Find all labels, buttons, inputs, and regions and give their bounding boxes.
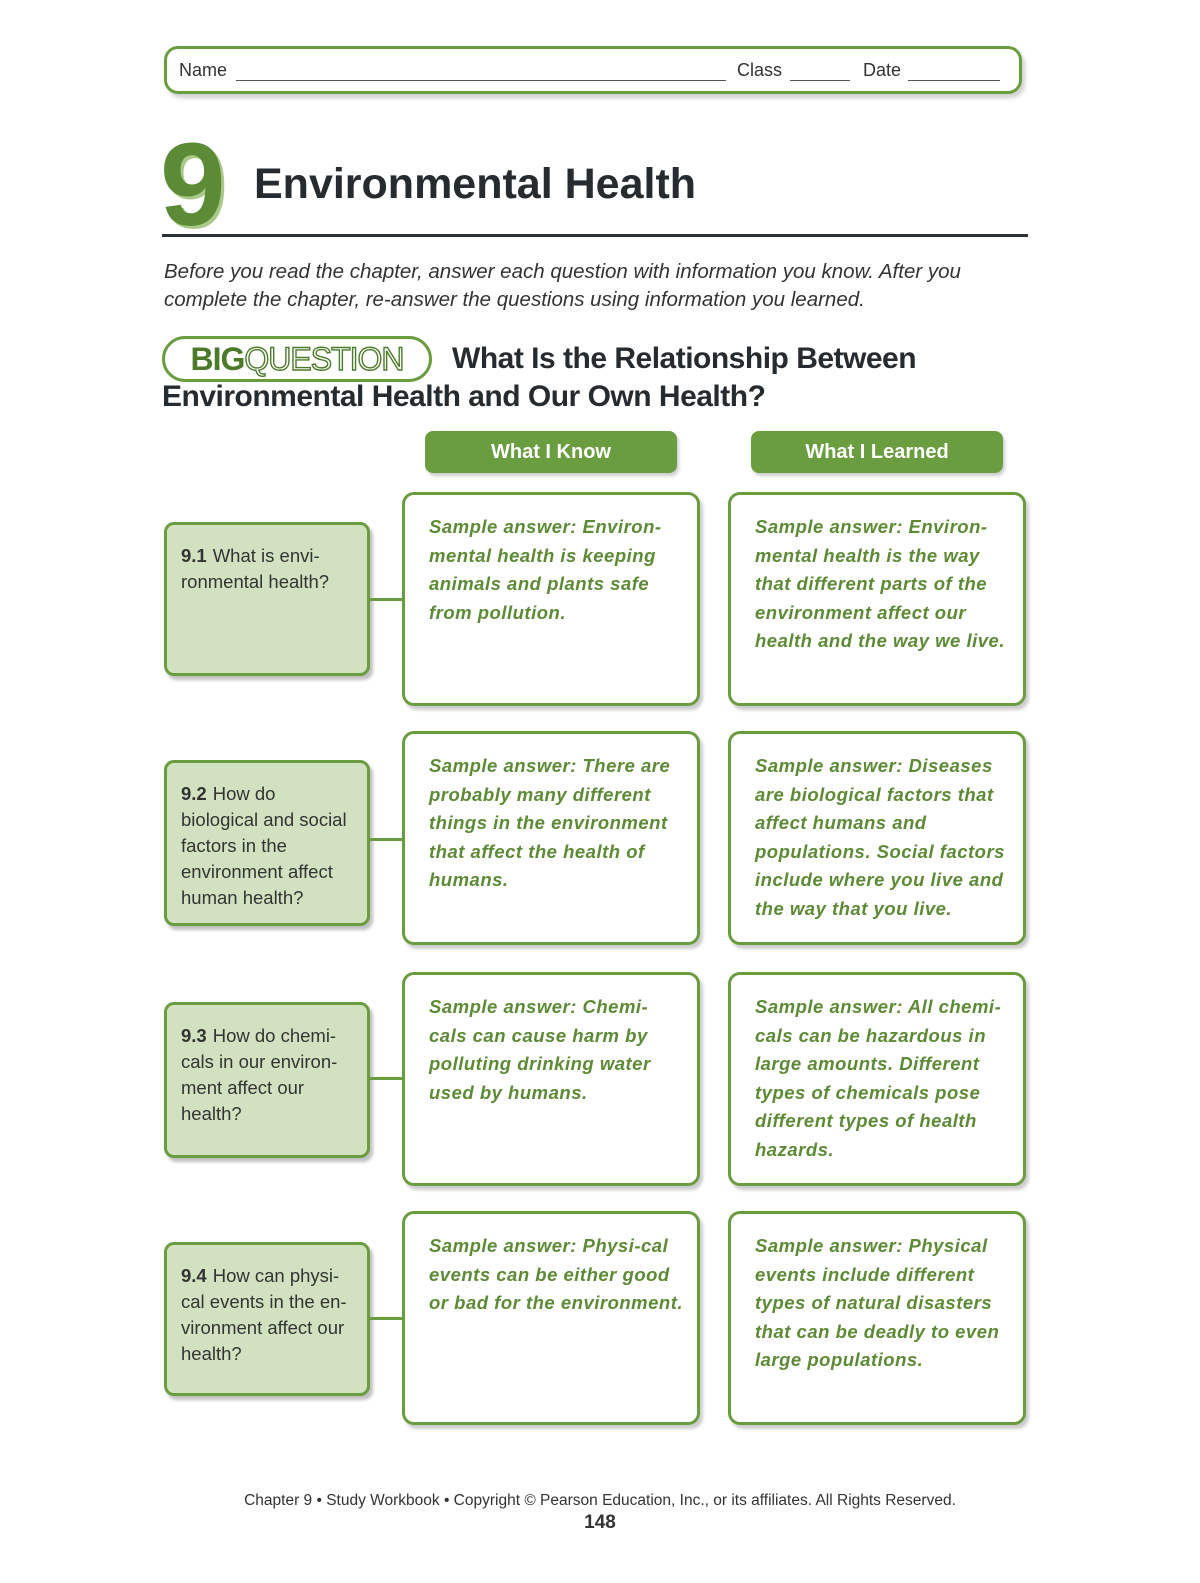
question-number: 9.3 (181, 1025, 207, 1046)
question-text: What is envi-ronmental health? (181, 545, 330, 592)
answer-know-9-1[interactable]: Sample answer: Environ-mental health is keeping animals and plants safe from pollution. (402, 492, 700, 706)
question-card-9-1 (164, 522, 370, 676)
question-text: How do chemi-cals in our environ-ment affect our health? (181, 1025, 338, 1124)
answer-learned-9-3[interactable]: Sample answer: All chemi-cals can be hazardous in large amounts. Different types of chemicals pose different types of health hazards. (728, 972, 1026, 1186)
question-number: 9.1 (181, 545, 207, 566)
answer-learned-9-4[interactable]: Sample answer: Physical events include different types of natural disasters that can be deadly to even large populations. (728, 1211, 1026, 1425)
question-text: How do biological and social factors in the environment affect human health? (181, 783, 347, 908)
page-number: 148 (584, 1512, 616, 1533)
badge-question-text: QUESTION (244, 340, 404, 377)
answer-know-9-3[interactable]: Sample answer: Chemi-cals can cause harm by polluting drinking water used by humans. (402, 972, 700, 1186)
answer-learned-9-2[interactable]: Sample answer: Diseases are biological factors that affect humans and populations. Social factors include where you live and the way that you live. (728, 731, 1026, 945)
name-label: Name (179, 60, 228, 80)
chapter-title: Environmental Health (254, 160, 697, 208)
badge-big-text: BIG (190, 340, 245, 377)
date-label: Date (863, 60, 902, 80)
intro-instructions: Before you read the chapter, answer each question with information you know. After you complete the chapter, re-answer the questions using information you learned. (164, 260, 961, 311)
what-i-know-header: What I Know (425, 431, 677, 473)
answer-learned-9-1[interactable]: Sample answer: Environ-mental health is the way that different parts of the environment affect our health and the way we live. (728, 492, 1026, 706)
chapter-number: 9 (160, 119, 224, 251)
heading-divider (162, 234, 1028, 237)
name-field[interactable] (236, 80, 726, 81)
class-field[interactable] (790, 80, 850, 81)
big-question-badge (162, 336, 432, 382)
copyright-footer: Chapter 9 • Study Workbook • Copyright © Pearson Education, Inc., or its affiliates. All Rights Reserved. (244, 1492, 956, 1509)
question-number: 9.4 (181, 1265, 207, 1286)
connector-line (370, 838, 404, 841)
connector-line (370, 598, 404, 601)
question-card-9-2 (164, 760, 370, 926)
what-i-learned-header: What I Learned (751, 431, 1003, 473)
connector-line (370, 1317, 404, 1320)
class-label: Class (737, 60, 783, 80)
question-card-9-3 (164, 1002, 370, 1158)
question-number: 9.2 (181, 783, 207, 804)
big-question-title: What Is the Relationship Between Environmental Health and Our Own Health? (162, 342, 917, 413)
connector-line (370, 1077, 404, 1080)
answer-know-9-4[interactable]: Sample answer: Physi-cal events can be either good or bad for the environment. (402, 1211, 700, 1425)
answer-know-9-2[interactable]: Sample answer: There are probably many different things in the environment that affect the health of humans. (402, 731, 700, 945)
question-card-9-4 (164, 1242, 370, 1396)
question-text: How can physi-cal events in the en-vironment affect our health? (181, 1265, 347, 1364)
date-field[interactable] (908, 80, 1000, 81)
